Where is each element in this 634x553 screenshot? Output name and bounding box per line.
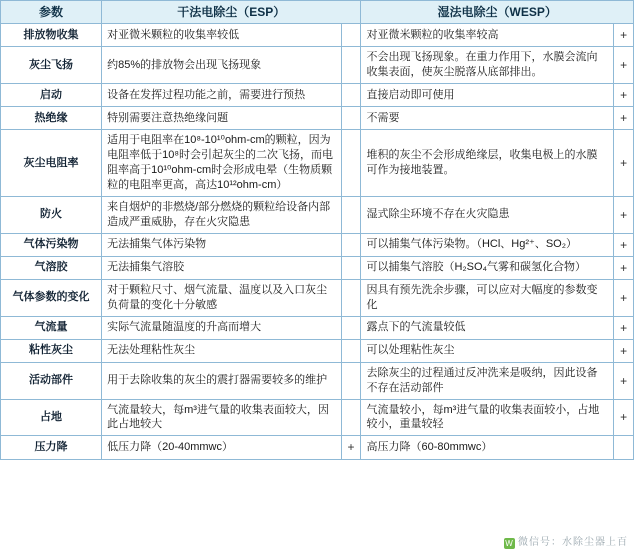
table-body: [1, 24, 634, 459]
cell-esp-description: 特别需要注意热绝缘问题: [102, 107, 342, 130]
table-row: [1, 47, 634, 84]
cell-parameter: 气流量: [1, 316, 102, 339]
cell-esp-mark: [341, 362, 361, 399]
table-row: [1, 130, 634, 196]
cell-wesp-mark: +: [614, 47, 634, 84]
watermark: [504, 533, 628, 549]
cell-esp-mark: [341, 107, 361, 130]
cell-wesp-mark: +: [614, 256, 634, 279]
cell-wesp-mark: +: [614, 107, 634, 130]
cell-wesp-mark: +: [614, 279, 634, 316]
cell-esp-mark: [341, 24, 361, 47]
cell-wesp-description: 不会出现飞扬现象。在重力作用下，水膜会流向收集表面，使灰尘脱落从底部排出。: [361, 47, 614, 84]
cell-parameter: 气溶胶: [1, 256, 102, 279]
cell-esp-description: 无法捕集气溶胶: [102, 256, 342, 279]
cell-wesp-description: 湿式除尘环境不存在火灾隐患: [361, 196, 614, 233]
cell-esp-mark: [341, 256, 361, 279]
cell-parameter: 启动: [1, 84, 102, 107]
cell-parameter: 防火: [1, 196, 102, 233]
cell-wesp-description: 可以捕集气体污染物。（HCl、Hg²⁺、SO₂）: [361, 233, 614, 256]
table-row: [1, 256, 634, 279]
cell-esp-description: 气流量较大，每m³进气量的收集表面较大，因此占地较大: [102, 399, 342, 436]
table-row: [1, 233, 634, 256]
cell-esp-description: 约85%的排放物会出现飞扬现象: [102, 47, 342, 84]
cell-wesp-mark: +: [614, 316, 634, 339]
cell-wesp-mark: +: [614, 24, 634, 47]
cell-esp-mark: [341, 339, 361, 362]
cell-parameter: 气体污染物: [1, 233, 102, 256]
table-row: [1, 399, 634, 436]
table-row: [1, 196, 634, 233]
cell-wesp-mark: +: [614, 233, 634, 256]
cell-esp-description: 用于去除收集的灰尘的震打器需要较多的维护: [102, 362, 342, 399]
cell-wesp-description: 直接启动即可使用: [361, 84, 614, 107]
cell-wesp-description: 露点下的气流量较低: [361, 316, 614, 339]
cell-parameter: 气体参数的变化: [1, 279, 102, 316]
cell-wesp-description: 堆积的灰尘不会形成绝缘层，收集电极上的水膜可作为接地装置。: [361, 130, 614, 196]
cell-wesp-description: 气流量较小，每m³进气量的收集表面较小，占地较小，重量较轻: [361, 399, 614, 436]
wechat-icon: W: [505, 539, 514, 548]
table-row: [1, 362, 634, 399]
cell-parameter: 灰尘飞扬: [1, 47, 102, 84]
cell-parameter: 排放物收集: [1, 24, 102, 47]
cell-esp-description: 适用于电阻率在10⁸-10¹⁰ohm-cm的颗粒，因为电阻率低于10⁸时会引起灰尘的二次飞扬，而电阻率高于10¹⁰ohm-cm时会形成电晕（生物质颗粒的电阻率更高，高达10¹²ohm-cm）: [102, 130, 342, 196]
cell-parameter: 占地: [1, 399, 102, 436]
table-row: [1, 24, 634, 47]
cell-esp-description: 无法处理粘性灰尘: [102, 339, 342, 362]
cell-wesp-description: 可以捕集气溶胶（H₂SO₄气雾和碳氢化合物）: [361, 256, 614, 279]
cell-esp-description: 对于颗粒尺寸、烟气流量、温度以及入口灰尘负荷量的变化十分敏感: [102, 279, 342, 316]
cell-esp-description: 实际气流量随温度的升高而增大: [102, 316, 342, 339]
cell-esp-mark: [341, 279, 361, 316]
watermark-text: 微信号：水除尘器上百: [518, 537, 628, 548]
cell-wesp-description: 高压力降（60-80mmwc）: [361, 436, 614, 459]
table-row: [1, 316, 634, 339]
table-row: [1, 84, 634, 107]
cell-esp-mark: [341, 233, 361, 256]
cell-wesp-description: 对亚微米颗粒的收集率较高: [361, 24, 614, 47]
cell-wesp-mark: +: [614, 130, 634, 196]
cell-esp-description: 来自烟炉的非燃烧/部分燃烧的颗粒给设备内部造成严重威胁，存在火灾隐患: [102, 196, 342, 233]
cell-esp-mark: [341, 399, 361, 436]
cell-esp-description: 对亚微米颗粒的收集率较低: [102, 24, 342, 47]
cell-parameter: 活动部件: [1, 362, 102, 399]
cell-esp-mark: [341, 316, 361, 339]
cell-parameter: 粘性灰尘: [1, 339, 102, 362]
cell-parameter: 灰尘电阻率: [1, 130, 102, 196]
cell-wesp-description: 不需要: [361, 107, 614, 130]
cell-wesp-mark: +: [614, 339, 634, 362]
cell-esp-description: 低压力降（20-40mmwc）: [102, 436, 342, 459]
table-row: [1, 279, 634, 316]
cell-esp-mark: [341, 84, 361, 107]
table-row: [1, 436, 634, 459]
column-header-wesp: 湿法电除尘（WESP）: [361, 1, 634, 24]
cell-wesp-mark: +: [614, 84, 634, 107]
cell-esp-mark: [341, 130, 361, 196]
header-row: [1, 1, 634, 24]
cell-wesp-description: 去除灰尘的过程通过反冲洗来是吸纳，因此设备不存在活动部件: [361, 362, 614, 399]
column-header-param: 参数: [1, 1, 102, 24]
cell-wesp-description: 因具有预先洗余步骤，可以应对大幅度的参数变化: [361, 279, 614, 316]
cell-wesp-mark: +: [614, 399, 634, 436]
table-row: [1, 107, 634, 130]
cell-parameter: 热绝缘: [1, 107, 102, 130]
cell-wesp-mark: [614, 436, 634, 459]
cell-wesp-mark: +: [614, 196, 634, 233]
column-header-esp: 干法电除尘（ESP）: [102, 1, 361, 24]
cell-parameter: 压力降: [1, 436, 102, 459]
cell-esp-description: 设备在发挥过程功能之前，需要进行预热: [102, 84, 342, 107]
cell-esp-mark: [341, 196, 361, 233]
cell-esp-description: 无法捕集气体污染物: [102, 233, 342, 256]
cell-wesp-mark: +: [614, 362, 634, 399]
table-row: [1, 339, 634, 362]
cell-esp-mark: +: [341, 436, 361, 459]
cell-wesp-description: 可以处理粘性灰尘: [361, 339, 614, 362]
cell-esp-mark: [341, 47, 361, 84]
table-header: [1, 1, 634, 24]
